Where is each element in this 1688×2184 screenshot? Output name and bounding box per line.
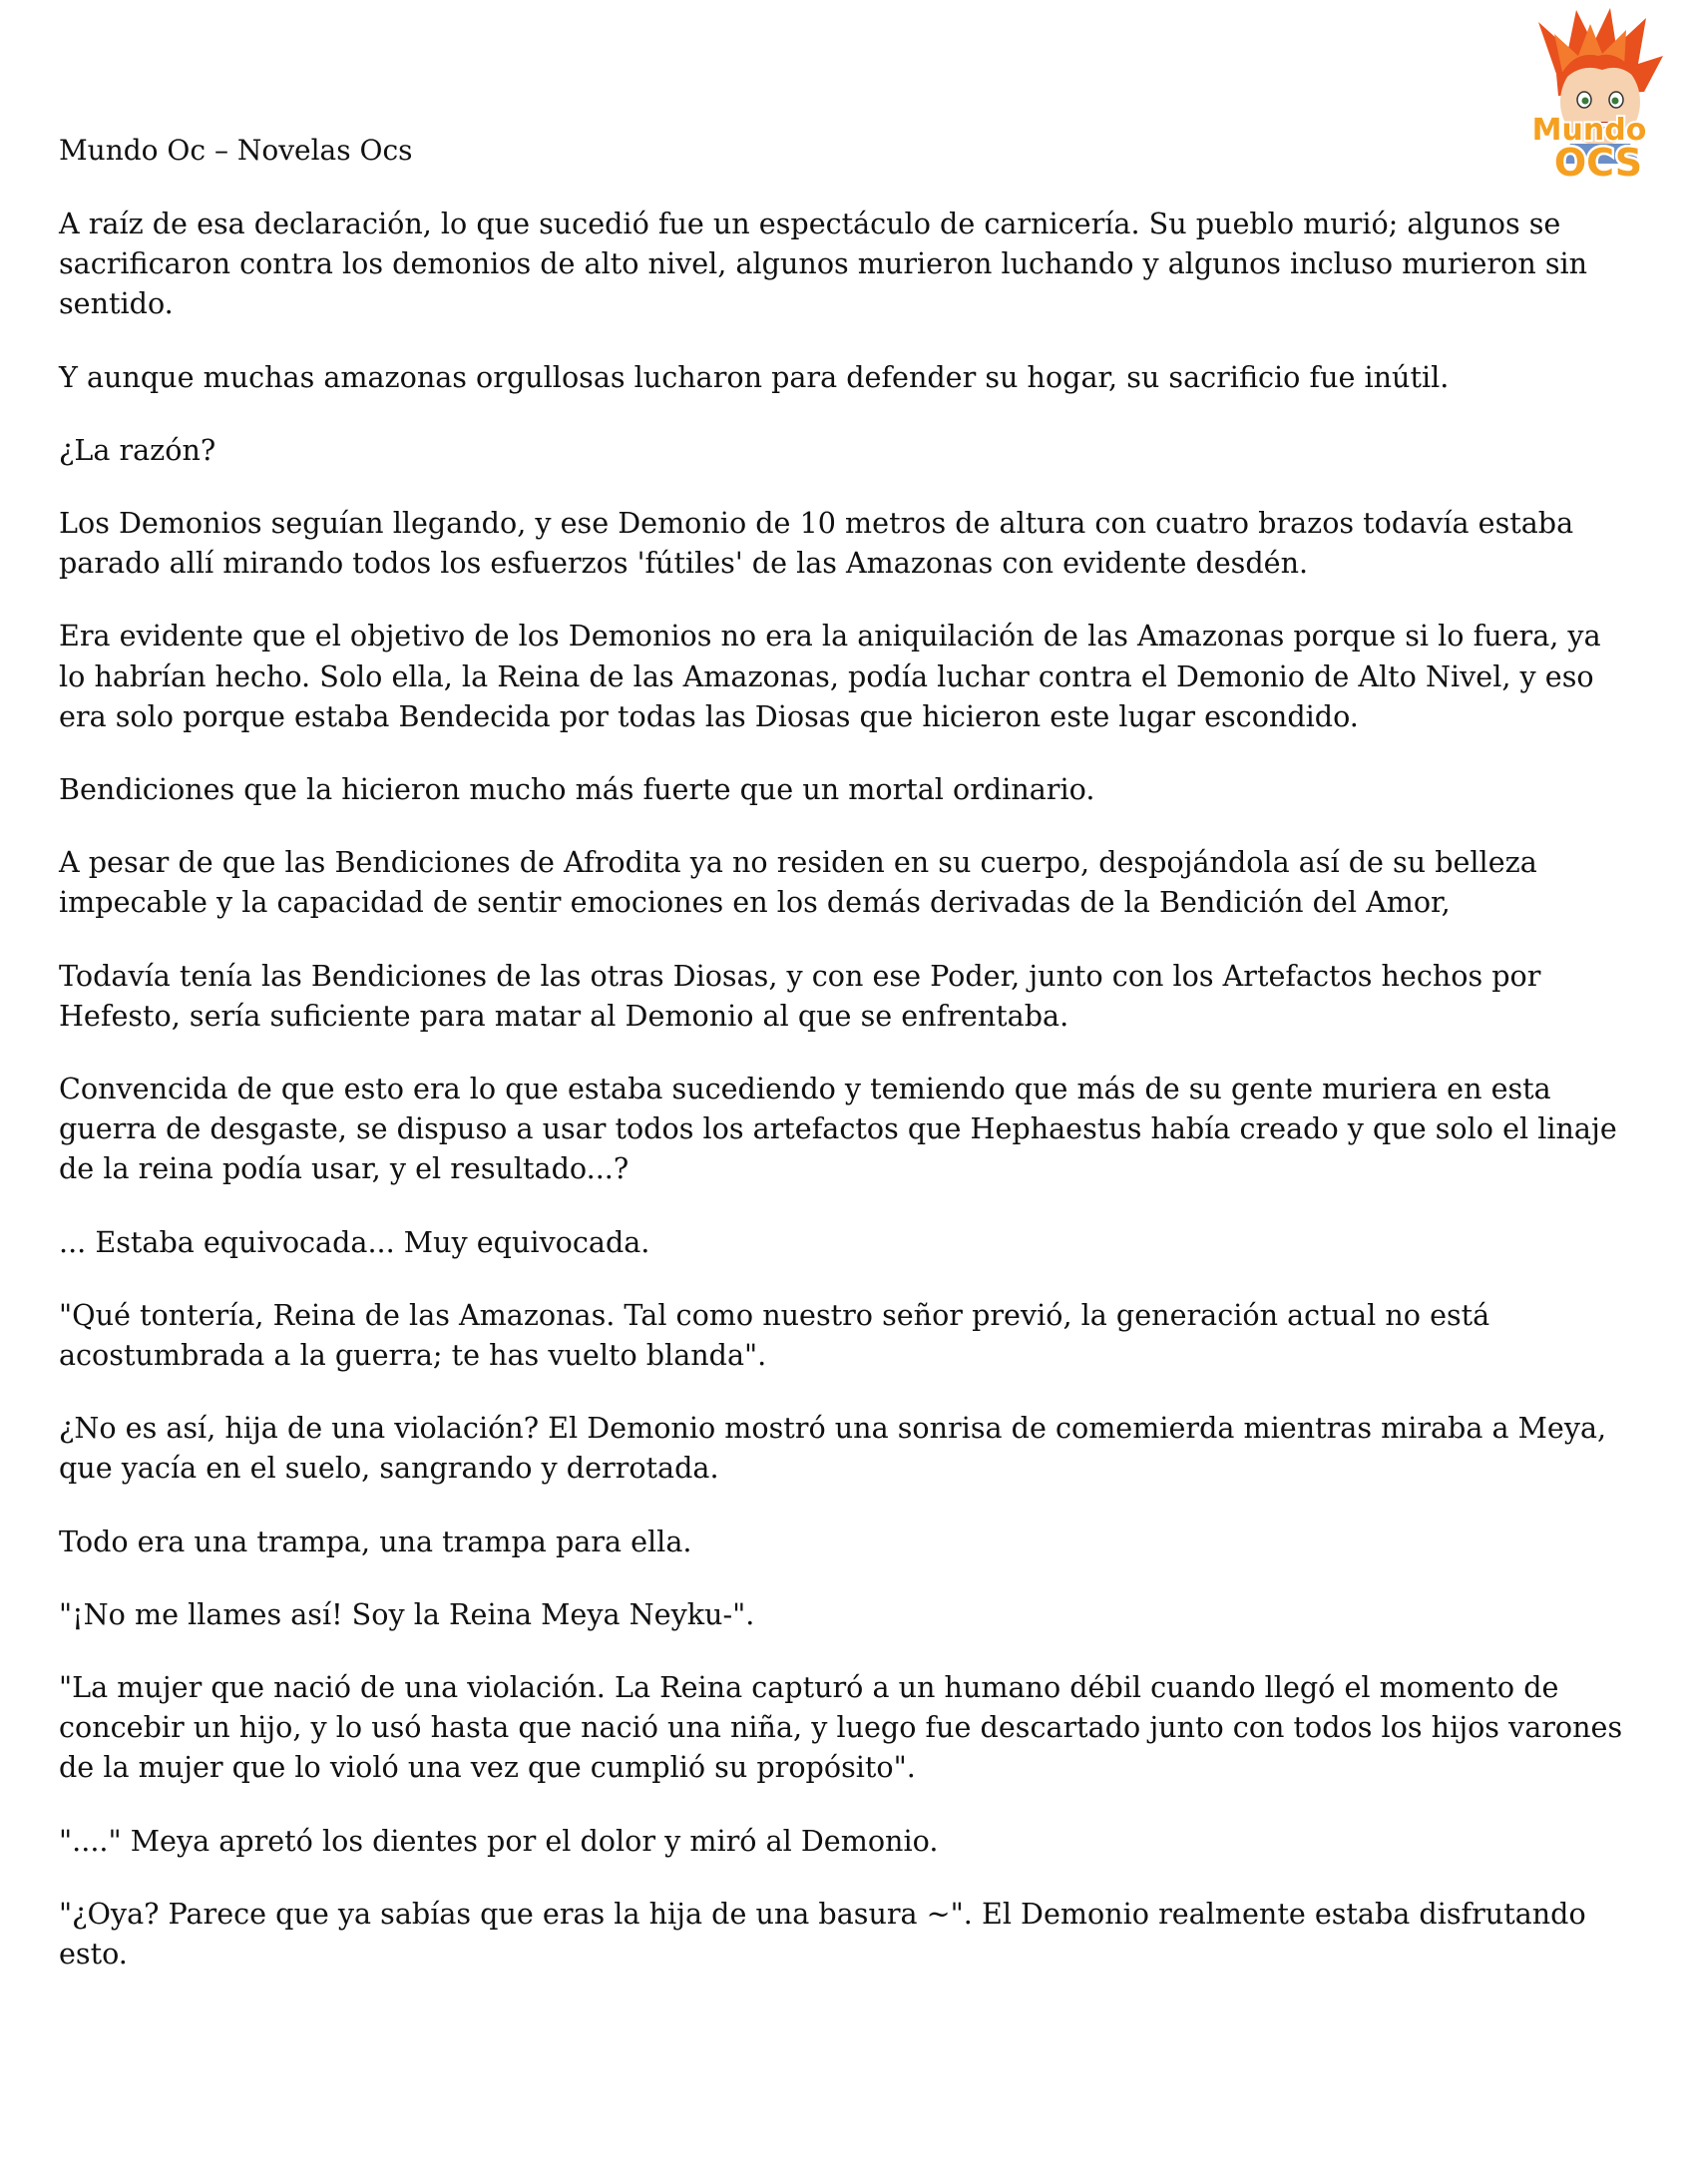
- logo-text: Mundo: [1531, 113, 1647, 148]
- paragraph: "¡No me llames así! Soy la Reina Meya Neyku-".: [59, 1596, 755, 1631]
- paragraph: Todo era una trampa, una trampa para ella.: [59, 1524, 692, 1558]
- paragraph: Y aunque muchas amazonas orgullosas lucharon para defender su hogar, su sacrificio fue inútil.: [59, 359, 1450, 394]
- document-header: Mundo Oc – Novelas Ocs: [59, 134, 413, 167]
- paragraph: Era evidente que el objetivo de los Demonios no era la aniquilación de las Amazonas porque si lo fuera, ya lo habrían hecho. Solo ella, la Reina de las Amazonas, podía luchar contra el Demonio de Alto Nivel, y eso era solo porque estaba Bendecida por todas las Diosas que hicieron este lugar escondido.: [59, 619, 1601, 733]
- paragraph: "¿Oya? Parece que ya sabías que eras la hija de una basura ~". El Demonio realmente estaba disfrutando esto.: [59, 1896, 1586, 1971]
- paragraph: Convencida de que esto era lo que estaba sucediendo y temiendo que más de su gente muriera en esta guerra de desgaste, se dispuso a usar todos los artefactos que Hephaestus había creado y que solo el linaje de la reina podía usar, y el resultado...?: [59, 1072, 1617, 1186]
- paragraph: A raíz de esa declaración, lo que sucedió fue un espectáculo de carnicería. Su pueblo murió; algunos se sacrificaron contra los demonios de alto nivel, algunos murieron luchando y algunos incluso murieron sin sentido.: [59, 207, 1588, 321]
- paragraph: A pesar de que las Bendiciones de Afrodita ya no residen en su cuerpo, despojándola así de su belleza impecable y la capacidad de sentir emociones en los demás derivadas de la Bendición del Amor,: [59, 845, 1537, 920]
- document-body: [59, 204, 1635, 2006]
- paragraph: "...." Meya apretó los dientes por el dolor y miró al Demonio.: [59, 1823, 939, 1858]
- paragraph: "Qué tontería, Reina de las Amazonas. Tal como nuestro señor previó, la generación actual no está acostumbrada a la guerra; te has vuelto blanda".: [59, 1297, 1490, 1373]
- paragraph: Los Demonios seguían llegando, y ese Demonio de 10 metros de altura con cuatro brazos todavía estaba parado allí mirando todos los esfuerzos 'fútiles' de las Amazonas con evidente desdén.: [59, 506, 1574, 581]
- paragraph: Todavía tenía las Bendiciones de las otras Diosas, y con ese Poder, junto con los Artefactos hechos por Hefesto, sería suficiente para matar al Demonio al que se enfrentaba.: [59, 958, 1541, 1033]
- paragraph: ¿La razón?: [59, 432, 216, 467]
- paragraph: "La mujer que nació de una violación. La Reina capturó a un humano débil cuando llegó el momento de concebir un hijo, y lo usó hasta que nació una niña, y luego fue descartado junto con todos los hijos varones de la mujer que lo violó una vez que cumplió su propósito".: [59, 1670, 1623, 1785]
- svg-text:OCS: OCS: [1553, 141, 1643, 184]
- mundo-ocs-logo: [1498, 4, 1680, 184]
- paragraph: ¿No es así, hija de una violación? El Demonio mostró una sonrisa de comemierda mientras miraba a Meya, que yacía en el suelo, sangrando y derrotada.: [59, 1411, 1607, 1486]
- paragraph: Bendiciones que la hicieron mucho más fuerte que un mortal ordinario.: [59, 772, 1095, 807]
- paragraph: ... Estaba equivocada... Muy equivocada.: [59, 1224, 650, 1259]
